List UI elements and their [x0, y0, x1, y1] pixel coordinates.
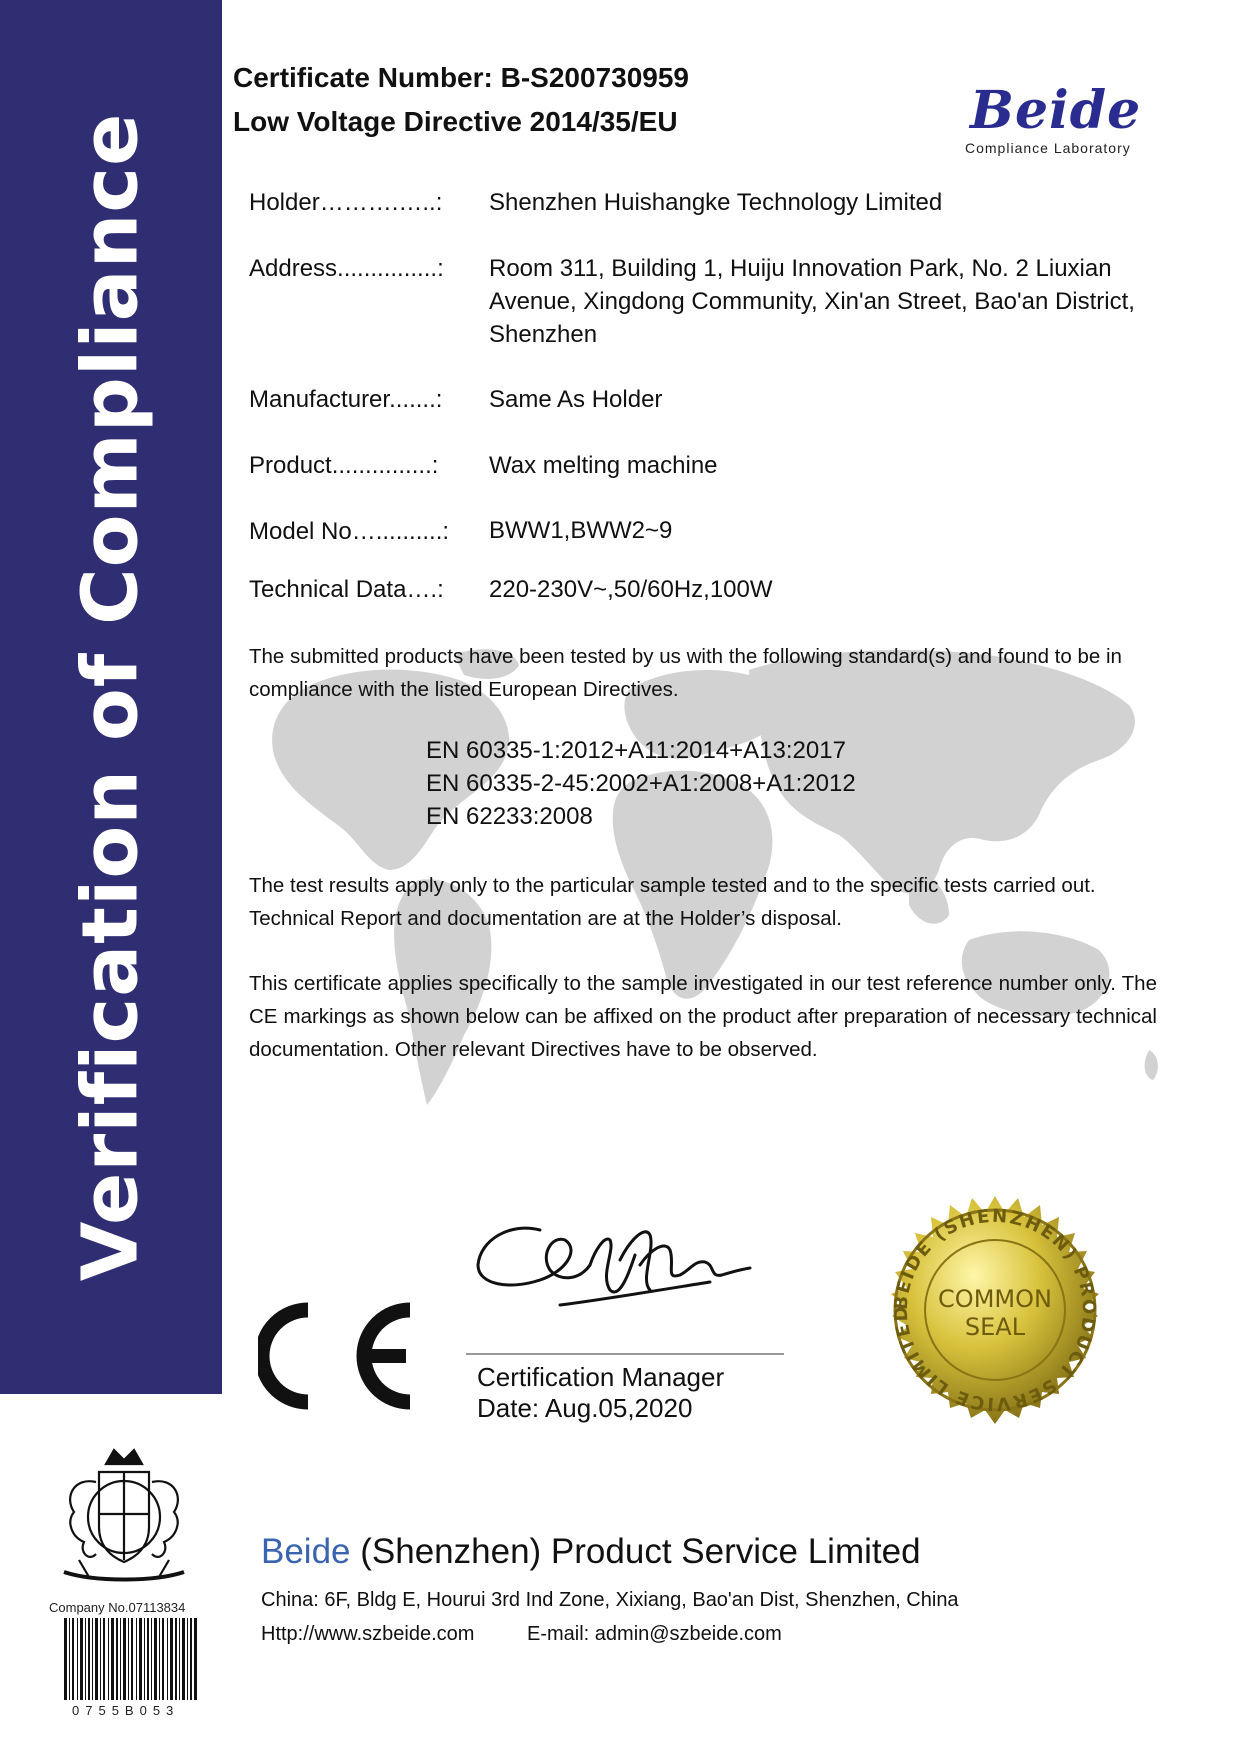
coat-of-arms-icon	[44, 1442, 204, 1592]
beide-logo: Beide	[970, 80, 1142, 141]
model-value: BWW1,BWW2~9	[489, 517, 673, 544]
sidebar-title: Verification of Compliance	[66, 112, 156, 1282]
product-label: Product...............:	[249, 452, 439, 479]
applies-paragraph: This certificate applies specifically to the sample investigated in our test reference number only. The CE markings as shown below can be affixed on the product after preparation of necessary technical documentation. Other relevant Directives have to be observed.	[249, 972, 1157, 1061]
signature-image	[470, 1210, 770, 1330]
product-value: Wax melting machine	[489, 452, 718, 479]
address-value: Room 311, Building 1, Huiju Innovation Park, No. 2 Liuxian Avenue, Xingdong Community, Xin'an Street, Bao'an District, Shenzhen	[489, 255, 1135, 348]
signature-role: Certification Manager	[477, 1362, 725, 1392]
footer-website-link[interactable]: Http://www.szbeide.com	[261, 1623, 475, 1645]
manufacturer-label: Manufacturer.......:	[249, 386, 443, 413]
footer-company-name: Beide (Shenzhen) Product Service Limited	[261, 1532, 921, 1571]
barcode-icon	[62, 1618, 198, 1700]
technical-data-label: Technical Data….:	[249, 576, 444, 603]
compliance-statement: The submitted products have been tested by us with the following standard(s) and found to be in compliance with the listed European Directives.	[249, 645, 1122, 701]
footer-address: China: 6F, Bldg E, Hourui 3rd Ind Zone, Xixiang, Bao'an Dist, Shenzhen, China	[261, 1589, 959, 1611]
signature-line	[466, 1353, 784, 1355]
company-number: Company No.07113834	[49, 1600, 186, 1615]
certificate-number: Certificate Number: B-S200730959	[233, 62, 689, 93]
holder-value: Shenzhen Huishangke Technology Limited	[489, 189, 943, 216]
seal-center-line2: SEAL	[964, 1313, 1026, 1341]
holder-label: Holder……….…..:	[249, 189, 443, 216]
standard-item: EN 62233:2008	[426, 803, 593, 830]
logo-subtitle: Compliance Laboratory	[965, 140, 1131, 156]
directive-title: Low Voltage Directive 2014/35/EU	[233, 106, 678, 137]
manufacturer-value: Same As Holder	[489, 386, 663, 413]
seal-ring-text: BEIDE (SHENZHEN) PRODUCT SERVICE LIMITED	[890, 1205, 1100, 1415]
technical-data-value: 220-230V~,50/60Hz,100W	[489, 576, 773, 603]
barcode-number: 0755B053	[72, 1703, 180, 1718]
address-label: Address...............:	[249, 255, 444, 282]
standard-item: EN 60335-2-45:2002+A1:2008+A1:2012	[426, 770, 856, 797]
signature-date: Date: Aug.05,2020	[477, 1393, 693, 1423]
footer-email-link[interactable]: E-mail: admin@szbeide.com	[527, 1623, 782, 1645]
sidebar-banner	[0, 0, 222, 1394]
ce-mark-icon	[258, 1300, 418, 1412]
seal-center-line1: COMMON	[938, 1285, 1052, 1313]
footer-brand: Beide	[261, 1532, 351, 1571]
common-seal-icon	[860, 1175, 1130, 1445]
test-results-paragraph: The test results apply only to the particular sample tested and to the specific tests carried out. Technical Report and documentation are at the Holder’s disposal.	[249, 874, 1096, 930]
standard-item: EN 60335-1:2012+A11:2014+A13:2017	[426, 737, 846, 764]
model-label: Model No…..........:	[249, 518, 450, 545]
